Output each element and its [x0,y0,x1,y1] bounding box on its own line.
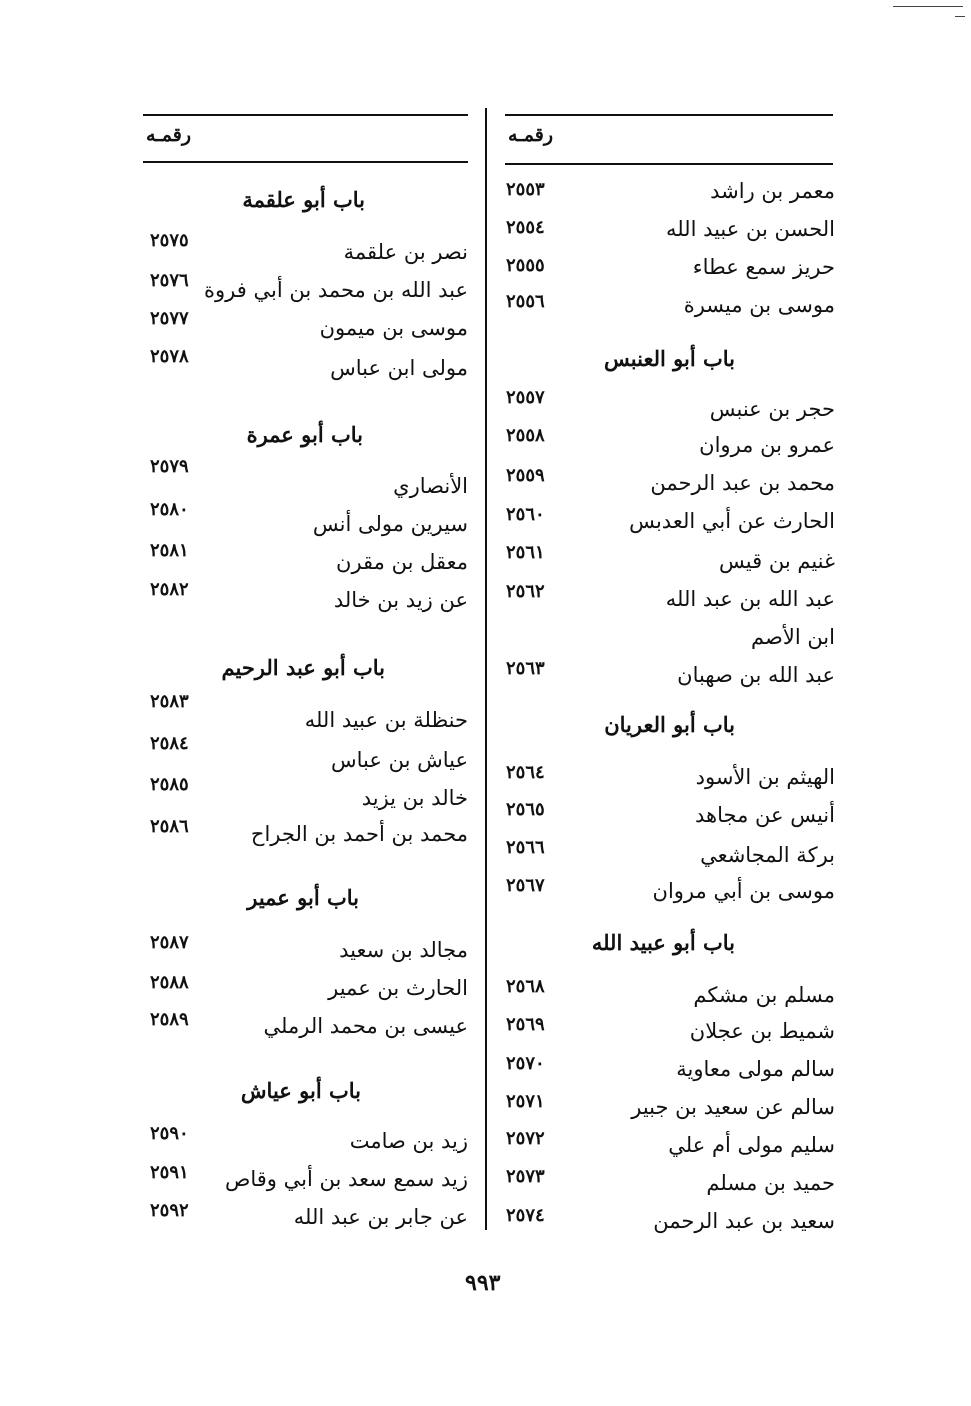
entry-name: سالم عن سعيد بن جبير [631,1095,835,1119]
section-heading: باب أبو عمرة [246,422,363,447]
right-top-rule [505,114,833,116]
entry-name: ابن الأصم [751,625,835,649]
entry-name: سعيد بن عبد الرحمن [653,1209,835,1233]
right-column-header: رقمـه [508,124,553,146]
entry-number: ٢٥٦٤ [506,762,545,783]
entry-number: ٢٥٦١ [506,542,545,563]
entry-name: عياش بن عباس [331,748,468,772]
entry-name: مجالد بن سعيد [339,938,468,962]
entry-number: ٢٥٦٠ [506,504,545,525]
entry-name: عبد الله بن عبد الله [665,587,835,611]
entry-number: ٢٥٧٥ [150,230,189,251]
entry-name: الحسن بن عبيد الله [665,217,835,241]
entry-number: ٢٥٦٨ [506,976,545,997]
entry-name: الأنصاري [393,474,468,498]
entry-name: خالد بن يزيد [361,786,468,810]
entry-name: معقل بن مقرن [336,550,468,574]
entry-name: عن زيد بن خالد [333,588,468,612]
entry-name: مولى ابن عباس [330,356,468,380]
entry-number: ٢٥٦٥ [506,799,545,820]
entry-name: الحارث بن عمير [328,976,468,1000]
entry-number: ٢٥٦٣ [506,658,545,679]
entry-name: الهيثم بن الأسود [695,765,835,789]
entry-name: حريز سمع عطاء [692,255,835,279]
entry-name: محمد بن أحمد بن الجراح [250,822,468,846]
entry-number: ٢٥٥٤ [506,217,545,238]
section-heading: باب أبو عبيد الله [591,930,735,955]
entry-name: عبد الله بن صهبان [677,663,835,687]
left-top-rule [143,114,468,116]
entry-name: معمر بن راشد [710,179,835,203]
section-heading: باب أبو عمير [247,885,359,910]
entry-name: موسى بن ميسرة [683,293,835,317]
entry-number: ٢٥٦٢ [506,581,545,602]
entry-number: ٢٥٧٣ [506,1166,545,1187]
entry-number: ٢٥٥٦ [506,291,545,312]
entry-name: موسى بن ميمون [319,316,468,340]
entry-number: ٢٥٩١ [150,1162,189,1183]
entry-name: سليم مولى أم علي [668,1133,835,1157]
entry-number: ٢٥٥٧ [506,387,545,408]
entry-name: عبد الله بن محمد بن أبي فروة [204,278,468,302]
entry-number: ٢٥٩٠ [150,1123,189,1144]
entry-number: ٢٥٨٦ [150,816,189,837]
column-divider [485,108,487,1230]
entry-number: ٢٥٨٤ [150,733,189,754]
entry-name: مسلم بن مشكم [693,983,835,1007]
entry-number: ٢٥٥٣ [506,179,545,200]
entry-number: ٢٥٦٩ [506,1014,545,1035]
left-column-header: رقمـه [146,124,191,146]
page-number: ٩٩٣ [465,1270,501,1296]
entry-number: ٢٥٨٢ [150,579,189,600]
entry-number: ٢٥٩٢ [150,1200,189,1221]
entry-number: ٢٥٧٩ [150,456,189,477]
entry-name: أنيس عن مجاهد [695,803,835,827]
entry-name: عن جابر بن عبد الله [293,1205,468,1229]
entry-name: سيرين مولى أنس [312,512,468,536]
entry-number: ٢٥٧٠ [506,1053,545,1074]
left-header-rule [143,161,468,163]
entry-name: زيد بن صامت [349,1129,468,1153]
entry-name: عمرو بن مروان [699,433,835,457]
entry-name: شميط بن عجلان [689,1019,835,1043]
entry-name: نصر بن علقمة [343,240,468,264]
entry-number: ٢٥٧٢ [506,1128,545,1149]
entry-number: ٢٥٧١ [506,1091,545,1112]
entry-number: ٢٥٨٥ [150,774,189,795]
entry-name: زيد سمع سعد بن أبي وقاص [224,1167,468,1191]
entry-number: ٢٥٨٩ [150,1009,189,1030]
entry-number: ٢٥٥٩ [506,465,545,486]
entry-number: ٢٥٦٦ [506,837,545,858]
entry-name: عيسى بن محمد الرملي [263,1014,468,1038]
corner-mark [955,16,965,17]
entry-number: ٢٥٥٨ [506,425,545,446]
entry-name: موسى بن أبي مروان [652,879,835,903]
entry-number: ٢٥٧٦ [150,270,189,291]
entry-number: ٢٥٨٣ [150,691,189,712]
right-header-rule [505,163,833,165]
entry-number: ٢٥٥٥ [506,255,545,276]
section-heading: باب أبو العنبس [604,346,735,371]
entry-name: سالم مولى معاوية [676,1057,835,1081]
entry-name: غنيم بن قيس [719,549,835,573]
entry-number: ٢٥٨٨ [150,972,189,993]
entry-name: بركة المجاشعي [700,843,835,867]
entry-name: الحارث عن أبي العدبس [629,509,835,533]
entry-number: ٢٥٨٠ [150,499,189,520]
section-heading: باب أبو العريان [604,712,735,737]
corner-mark [893,6,963,7]
entry-name: حنظلة بن عبيد الله [304,708,468,732]
section-heading: باب أبو عبد الرحيم [221,655,385,680]
section-heading: باب أبو عياش [240,1078,361,1103]
entry-name: حجر بن عنبس [709,397,835,421]
entry-name: حميد بن مسلم [706,1171,835,1195]
entry-number: ٢٥٨١ [150,540,189,561]
entry-number: ٢٥٧٤ [506,1205,545,1226]
section-heading: باب أبو علقمة [242,187,365,212]
entry-number: ٢٥٧٨ [150,346,189,367]
entry-number: ٢٥٨٧ [150,932,189,953]
entry-number: ٢٥٧٧ [150,308,189,329]
entry-name: محمد بن عبد الرحمن [650,471,835,495]
entry-number: ٢٥٦٧ [506,875,545,896]
